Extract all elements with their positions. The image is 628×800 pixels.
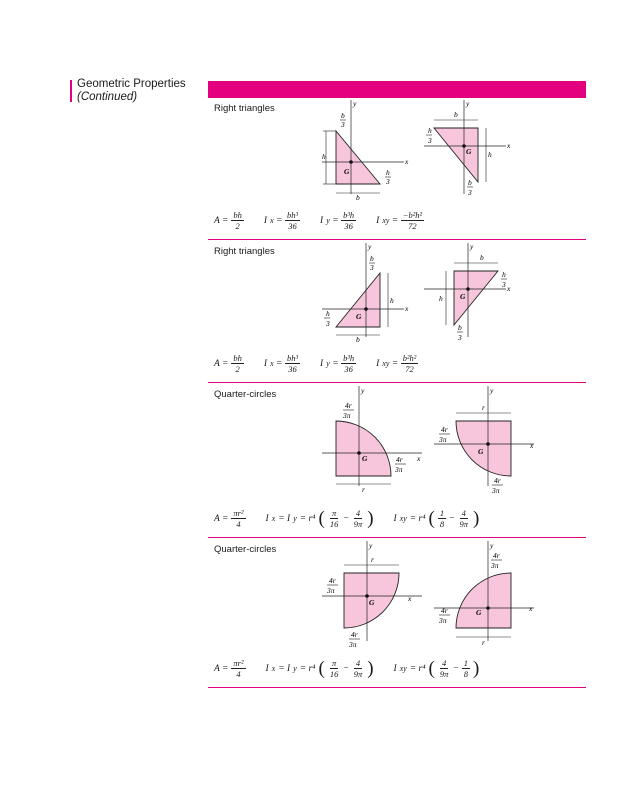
svg-text:3: 3 [468, 188, 472, 197]
svg-text:y: y [369, 541, 373, 550]
section-1-formulas [214, 210, 424, 231]
svg-text:3: 3 [326, 319, 330, 328]
fig-quarter-circle-4b [430, 541, 540, 653]
svg-text:3: 3 [428, 136, 432, 145]
fig-right-triangle-2b [420, 243, 512, 343]
svg-text:G: G [466, 147, 472, 156]
svg-text:x: x [507, 141, 511, 150]
svg-text:3π: 3π [439, 616, 447, 625]
svg-text:4r: 4r [494, 476, 501, 485]
section-3-label: Quarter-circles [214, 389, 277, 400]
svg-text:h: h [488, 150, 492, 159]
svg-text:3π: 3π [395, 465, 403, 474]
svg-text:r: r [362, 485, 365, 494]
svg-text:y: y [490, 541, 494, 550]
svg-text:h: h [386, 168, 390, 177]
svg-text:y: y [490, 386, 494, 395]
svg-text:G: G [460, 292, 466, 301]
section-4-label: Quarter-circles [214, 544, 277, 555]
svg-text:3: 3 [502, 280, 506, 289]
svg-text:y: y [470, 242, 474, 251]
svg-text:3π: 3π [439, 435, 447, 444]
svg-text:y: y [466, 99, 470, 108]
svg-text:b: b [356, 335, 360, 344]
svg-text:h: h [439, 294, 443, 303]
svg-text:3: 3 [341, 120, 345, 129]
svg-text:x: x [529, 604, 533, 613]
svg-text:3π: 3π [327, 586, 335, 595]
svg-text:r: r [371, 555, 374, 564]
svg-text:x: x [408, 594, 412, 603]
section-4-formulas: A = $\frac{\text{πr²}}{4}$ I x = I y = r⁴ ( $\frac{\pi}{16}$ − $\frac{4}{9\pi}$ ) I xy = r⁴ ( $\frac{4}{9\pi}$ − $\frac{1}{8}$ ) [214, 658, 480, 679]
svg-text:b: b [458, 323, 462, 332]
svg-text:x: x [417, 454, 421, 463]
svg-text:y: y [353, 99, 357, 108]
fig-right-triangle-2a [318, 243, 410, 343]
section-2-label: Right triangles [214, 246, 275, 257]
svg-text:4r: 4r [351, 630, 358, 639]
section-1-label: Right triangles [214, 103, 275, 114]
svg-text:b: b [454, 110, 458, 119]
svg-text:3π: 3π [491, 561, 499, 570]
svg-text:G: G [478, 447, 484, 456]
header-band [208, 81, 586, 98]
svg-text:x: x [530, 441, 534, 450]
svg-text:b: b [468, 178, 472, 187]
svg-text:b: b [480, 253, 484, 262]
svg-text:G: G [356, 312, 362, 321]
svg-text:3π: 3π [349, 640, 357, 649]
sidebar-accent-bar [70, 80, 72, 102]
ixy-formula: I xy = $\frac{\text{−b²h²}}{72}$ [376, 210, 423, 231]
svg-text:G: G [362, 454, 368, 463]
svg-text:G: G [476, 608, 482, 617]
svg-text:x: x [405, 304, 409, 313]
area-formula: A = $\frac{bh}{2}$ [214, 210, 242, 231]
svg-text:4r: 4r [329, 576, 336, 585]
svg-text:b: b [356, 193, 360, 202]
sidebar-heading [77, 78, 186, 104]
svg-text:3: 3 [386, 177, 390, 186]
svg-text:4r: 4r [493, 551, 500, 560]
svg-text:y: y [368, 242, 372, 251]
section-divider-3 [208, 537, 586, 538]
section-divider-4 [208, 687, 586, 688]
svg-text:r: r [482, 403, 485, 412]
svg-text:h: h [322, 152, 326, 161]
ix-formula: I x = $\frac{\text{bh³}}{36}$ [263, 210, 299, 231]
centroid-label: G [344, 167, 350, 176]
fig-quarter-circle-3b [430, 386, 540, 498]
svg-text:4r: 4r [345, 401, 352, 410]
svg-text:r: r [482, 638, 485, 647]
iy-formula: I y = $\frac{\text{b³h}}{36}$ [320, 210, 355, 231]
fig-quarter-circle-3a [318, 386, 428, 498]
section-3-formulas: A = $\frac{\text{πr²}}{4}$ I x = I y = r⁴ ( $\frac{\pi}{16}$ − $\frac{4}{9\pi}$ ) I xy = r⁴ ( $\frac{1}{8}$ − $\frac{4}{9\pi}$ ) [214, 508, 480, 529]
svg-text:y: y [361, 386, 365, 395]
svg-text:b: b [341, 111, 345, 120]
svg-text:4r: 4r [441, 606, 448, 615]
svg-text:h: h [428, 126, 432, 135]
svg-text:3π: 3π [343, 411, 351, 420]
section-divider-1 [208, 239, 586, 240]
svg-text:h: h [326, 309, 330, 318]
fig-quarter-circle-4a [318, 541, 428, 653]
sidebar-subtitle: (Continued) [77, 91, 138, 103]
svg-text:3: 3 [458, 333, 462, 342]
svg-text:3π: 3π [492, 486, 500, 495]
svg-text:x: x [507, 284, 511, 293]
fig-right-triangle-1a [318, 100, 410, 200]
svg-text:b: b [370, 254, 374, 263]
section-divider-2 [208, 382, 586, 383]
svg-text:3: 3 [370, 263, 374, 272]
sidebar-title: Geometric Properties [77, 78, 186, 90]
svg-text:h: h [390, 296, 394, 305]
fig-right-triangle-1b [420, 100, 512, 200]
svg-text:x: x [405, 157, 409, 166]
svg-text:G: G [369, 598, 375, 607]
section-2-formulas: A = $\frac{bh}{2}$ I x = $\frac{\text{bh³}}{36}$ I y = $\frac{\text{b³h}}{36}$ I xy = $\frac{\text{b²h²}}{72}$ [214, 353, 417, 374]
svg-text:4r: 4r [441, 425, 448, 434]
svg-text:h: h [502, 270, 506, 279]
svg-text:4r: 4r [396, 455, 403, 464]
